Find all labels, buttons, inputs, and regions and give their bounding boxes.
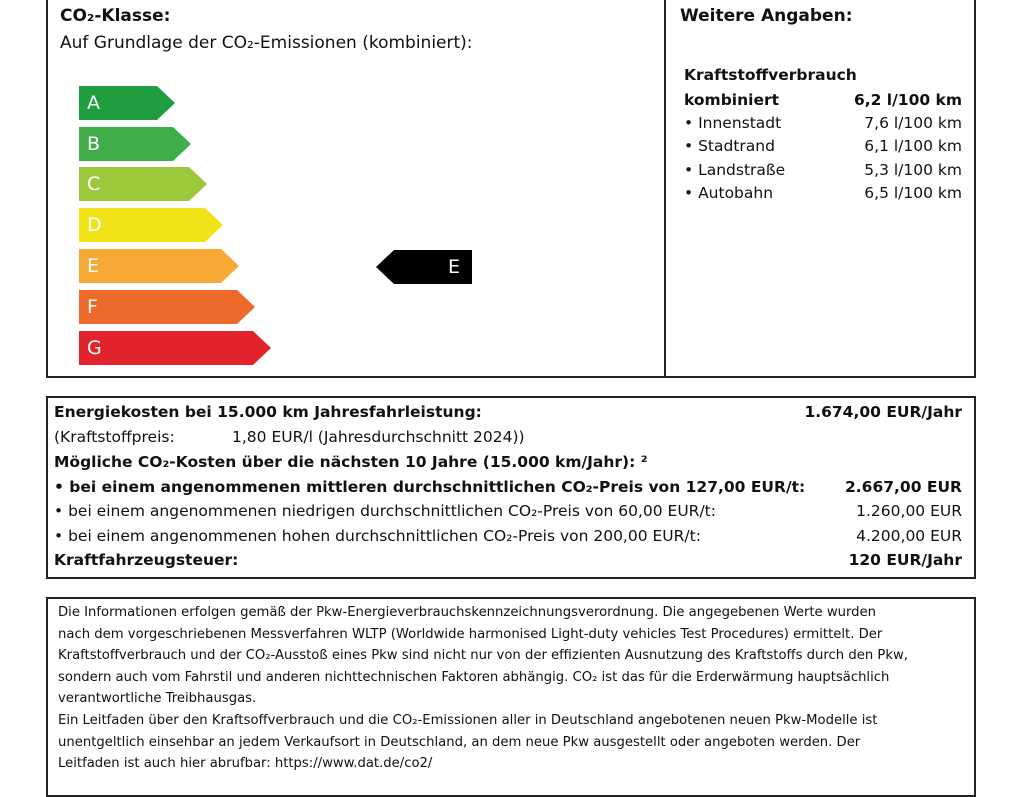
note-line: sondern auch vom Fahrstil und anderen nichttechnischen Faktoren abhängig. CO₂ ist das für die Erderwärmung hauptsächlich — [58, 670, 890, 685]
vehicle-tax-row — [54, 548, 962, 572]
co2-class-panel — [46, 0, 666, 378]
consumption-row-city — [684, 112, 962, 134]
legal-notes-panel — [46, 597, 976, 797]
co2-cost-label: • bei einem angenommenen hohen durchschnittlichen CO₂-Preis von 200,00 EUR/t: — [54, 527, 701, 545]
co2-class-subtitle: Auf Grundlage der CO₂-Emissionen (kombiniert): — [60, 33, 473, 53]
fuel-price-row — [54, 425, 962, 449]
co2-costs-heading — [54, 450, 962, 474]
vehicle-class-indicator: E — [394, 250, 472, 284]
class-bar-e: E — [79, 249, 221, 283]
fuel-price-label: (Kraftstoffpreis: — [54, 428, 175, 446]
class-bar-f: F — [79, 290, 237, 324]
co2-cost-value: 2.667,00 EUR — [845, 478, 962, 496]
co2-cost-row-high — [54, 524, 962, 548]
energy-costs-label: Energiekosten bei 15.000 km Jahresfahrleistung: — [54, 403, 482, 421]
class-bar-b: B — [79, 127, 173, 161]
vehicle-tax-label: Kraftfahrzeugsteuer: — [54, 551, 239, 569]
consumption-label: • Autobahn — [684, 184, 774, 202]
class-bar-g: G — [79, 331, 253, 365]
consumption-value: 6,1 l/100 km — [864, 137, 962, 155]
consumption-value: 6,5 l/100 km — [864, 184, 962, 202]
co2-costs-heading-text: Mögliche CO₂-Kosten über die nächsten 10 Jahre (15.000 km/Jahr): ² — [54, 453, 648, 471]
co2-cost-value: 4.200,00 EUR — [856, 527, 962, 545]
co2-cost-row-low — [54, 499, 962, 523]
consumption-value: 5,3 l/100 km — [864, 161, 962, 179]
further-info-title: Weitere Angaben: — [680, 6, 853, 26]
fuel-price-value: 1,80 EUR/l (Jahresdurchschnitt 2024)) — [232, 428, 525, 446]
class-bar-a: A — [79, 86, 157, 120]
vehicle-tax-value: 120 EUR/Jahr — [848, 551, 962, 569]
energy-costs-row — [54, 400, 962, 424]
energy-costs-value: 1.674,00 EUR/Jahr — [804, 403, 962, 421]
consumption-label: • Stadtrand — [684, 137, 775, 155]
consumption-row-rural — [684, 159, 962, 181]
consumption-row-suburban — [684, 135, 962, 157]
consumption-label: • Landstraße — [684, 161, 786, 179]
consumption-row-highway — [684, 182, 962, 204]
note-line: Die Informationen erfolgen gemäß der Pkw-Energieverbrauchskennzeichnungsverordnung. Die angegebenen Werte wurden — [58, 605, 877, 620]
note-line: Kraftstoffverbrauch und der CO₂-Ausstoß eines Pkw sind nicht nur von der effizienten Ausnutzung des Kraftstoffs durch den Pkw, — [58, 648, 908, 663]
co2-cost-label: • bei einem angenommenen niedrigen durchschnittlichen CO₂-Preis von 60,00 EUR/t: — [54, 502, 716, 520]
note-line: Ein Leitfaden über den Kraftsoffverbrauch und die CO₂-Emissionen aller in Deutschland angebotenen neuen Pkw-Modelle ist — [58, 713, 878, 728]
co2-cost-row-medium — [54, 475, 962, 499]
consumption-value: 7,6 l/100 km — [864, 114, 962, 132]
consumption-label: • Innenstadt — [684, 114, 782, 132]
note-line: nach dem vorgeschriebenen Messverfahren WLTP (Worldwide harmonised Light-duty vehicles Test Procedures) ermittelt. Der — [58, 627, 883, 642]
co2-cost-label: • bei einem angenommenen mittleren durchschnittlichen CO₂-Preis von 127,00 EUR/t: — [54, 478, 806, 496]
co2-cost-value: 1.260,00 EUR — [856, 502, 962, 520]
class-bar-c: C — [79, 167, 189, 201]
further-info-panel — [664, 0, 976, 378]
class-bar-d: D — [79, 208, 205, 242]
costs-panel — [46, 396, 976, 579]
note-line: unentgeltlich einsehbar an jedem Verkaufsort in Deutschland, an dem neue Pkw ausgestellt oder angeboten werden. Der — [58, 735, 861, 750]
fuel-consumption-heading: Kraftstoffverbrauch — [684, 66, 857, 84]
co2-class-title: CO₂-Klasse: — [60, 6, 171, 26]
consumption-row-combined — [684, 89, 962, 111]
consumption-value: 6,2 l/100 km — [853, 91, 962, 109]
guide-link[interactable]: Leitfaden ist auch hier abrufbar: https://www.dat.de/co2/ — [58, 756, 433, 771]
consumption-label: kombiniert — [684, 91, 780, 109]
note-line: verantwortliche Treibhausgas. — [58, 691, 257, 706]
